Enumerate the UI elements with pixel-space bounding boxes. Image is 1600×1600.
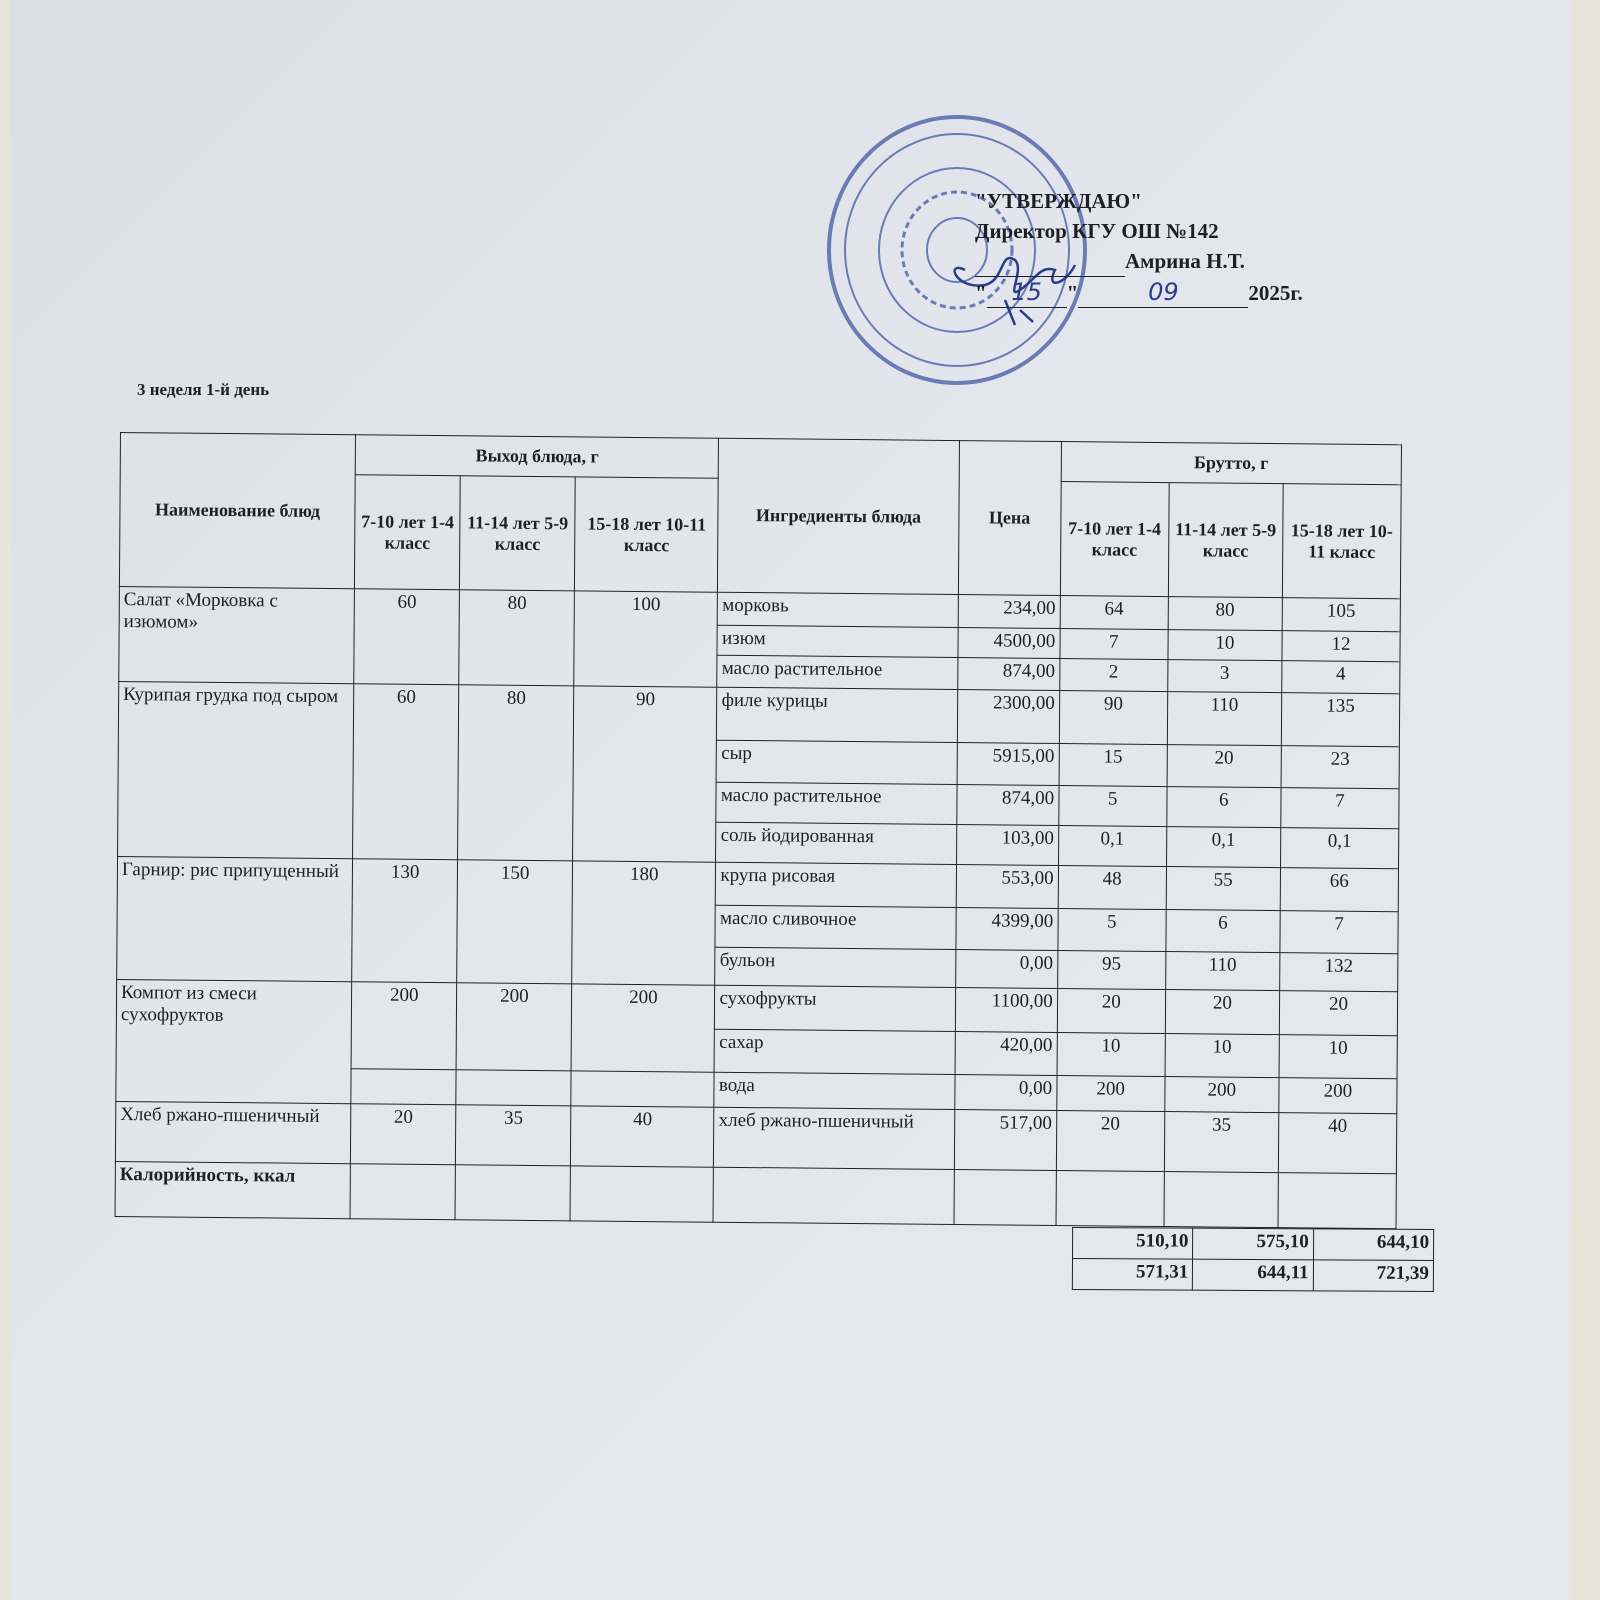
empty-cell	[1278, 1173, 1397, 1229]
total-value: 575,10	[1193, 1228, 1313, 1260]
empty-cell	[455, 1165, 570, 1221]
ingredient-brutto: 5	[1058, 786, 1166, 827]
approval-position: Директор КГУ ОШ №142	[975, 219, 1219, 243]
ingredient-price: 874,00	[956, 785, 1058, 826]
header-brutto-group: 7-10 лет 1-4 класс	[1060, 482, 1169, 597]
ingredient-brutto: 7	[1281, 788, 1399, 829]
empty-cell	[570, 1166, 714, 1222]
ingredient-brutto: 7	[1280, 911, 1398, 954]
ingredient-brutto: 6	[1166, 910, 1280, 953]
totals-row	[1073, 1228, 1434, 1261]
header-brutto-group: 11-14 лет 5-9 класс	[1168, 483, 1283, 598]
ingredient-brutto: 2	[1059, 659, 1167, 692]
ingredient-price: 0,00	[954, 1075, 1056, 1111]
totals-table	[1072, 1227, 1434, 1292]
dish-yield: 180	[572, 861, 716, 985]
ingredient-brutto: 20	[1056, 1111, 1164, 1172]
ingredient-brutto: 5	[1058, 909, 1166, 952]
ingredient-brutto: 40	[1278, 1113, 1397, 1174]
header-price: Цена	[958, 441, 1061, 596]
ingredient-price: 874,00	[957, 658, 1059, 691]
ingredient-brutto: 132	[1279, 953, 1397, 992]
ingredient-brutto: 20	[1165, 990, 1279, 1035]
dish-yield: 100	[574, 591, 718, 687]
ingredient-brutto: 0,1	[1058, 826, 1166, 867]
approval-block: "УТВЕРЖДАЮ" Директор КГУ ОШ №142 Амрина Н.Т. " 15 " 09 2025г.	[975, 186, 1303, 308]
ingredient-name: филе курицы	[717, 687, 958, 742]
ingredient-price: 1100,00	[955, 988, 1057, 1033]
dish-yield: 20	[351, 1104, 456, 1165]
ingredient-name: бульон	[715, 947, 955, 987]
ingredient-price: 2300,00	[957, 690, 1059, 744]
ingredient-brutto: 20	[1057, 989, 1165, 1034]
ingredient-brutto: 10	[1279, 1035, 1397, 1079]
ingredient-name: масло растительное	[717, 655, 957, 689]
dish-yield: 150	[457, 860, 573, 984]
approval-day: 15	[987, 277, 1067, 308]
dish-yield: 130	[352, 859, 458, 983]
header-brutto: Брутто, г	[1061, 442, 1402, 485]
approval-title: "УТВЕРЖДАЮ"	[975, 189, 1142, 213]
ingredient-brutto: 0,1	[1280, 828, 1398, 869]
total-value: 644,10	[1313, 1229, 1434, 1261]
ingredient-name: сыр	[717, 740, 957, 784]
dish-yield: 60	[354, 589, 460, 685]
ingredient-name: вода	[714, 1072, 954, 1109]
dish-yield: 60	[353, 684, 459, 860]
ingredient-brutto: 15	[1059, 744, 1167, 787]
ingredient-name: хлеб ржано-пшеничный	[714, 1107, 955, 1169]
ingredient-brutto: 10	[1168, 630, 1282, 661]
ingredient-brutto: 64	[1060, 596, 1168, 630]
empty-cell	[350, 1164, 455, 1220]
ingredient-brutto: 12	[1282, 631, 1400, 662]
approver-name: Амрина Н.Т.	[1125, 249, 1245, 273]
total-value: 644,11	[1193, 1259, 1313, 1291]
ingredient-name: сухофрукты	[715, 985, 955, 1031]
dish-yield: 35	[456, 1105, 571, 1166]
ingredient-price: 517,00	[954, 1110, 1056, 1171]
ingredient-price: 553,00	[956, 865, 1058, 909]
ingredient-price: 5915,00	[957, 743, 1059, 786]
ingredient-brutto: 3	[1167, 660, 1281, 693]
ingredient-name: изюм	[717, 625, 957, 657]
ingredient-name: сахар	[715, 1029, 955, 1074]
empty-cell	[1164, 1172, 1278, 1228]
ingredient-brutto: 0,1	[1166, 827, 1280, 868]
ingredient-brutto: 110	[1167, 692, 1281, 746]
ingredient-brutto: 95	[1057, 951, 1165, 990]
ingredient-brutto: 200	[1279, 1078, 1397, 1114]
dish-yield: 200	[456, 983, 572, 1071]
menu-table	[115, 432, 1402, 1229]
dish-yield: 40	[571, 1106, 715, 1167]
totals-row	[1072, 1259, 1433, 1292]
approval-year: 2025г.	[1248, 281, 1303, 305]
ingredient-brutto: 200	[1165, 1077, 1279, 1113]
empty-cell	[954, 1170, 1056, 1226]
calories-row	[115, 1161, 1396, 1228]
ingredient-price: 4500,00	[958, 628, 1060, 659]
header-brutto-group: 15-18 лет 10-11 класс	[1282, 484, 1401, 599]
empty-cell	[571, 1071, 714, 1107]
dish-yield: 80	[458, 685, 574, 861]
ingredient-price: 234,00	[958, 595, 1060, 629]
ingredient-brutto: 55	[1166, 867, 1280, 911]
ingredient-brutto: 48	[1058, 866, 1166, 910]
ingredient-brutto: 105	[1282, 598, 1400, 632]
ingredient-brutto: 35	[1164, 1112, 1278, 1173]
dish-yield: 200	[571, 984, 715, 1072]
header-yield-group: 11-14 лет 5-9 класс	[460, 476, 576, 591]
total-value: 571,31	[1072, 1259, 1192, 1291]
empty-cell	[1056, 1171, 1164, 1227]
ingredient-brutto: 20	[1279, 991, 1397, 1036]
ingredient-brutto: 80	[1168, 597, 1282, 631]
dish-yield: 80	[459, 590, 575, 686]
ingredient-price: 420,00	[955, 1032, 1057, 1076]
ingredient-brutto: 66	[1280, 868, 1398, 912]
header-yield-group: 7-10 лет 1-4 класс	[355, 475, 461, 590]
empty-cell	[351, 1069, 456, 1105]
dish-yield: 90	[573, 686, 717, 862]
ingredient-price: 103,00	[956, 825, 1058, 866]
ingredient-brutto: 90	[1059, 691, 1167, 745]
dish-name: Гарнир: рис припущенный	[117, 856, 353, 981]
empty-cell	[713, 1167, 954, 1224]
calories-label: Калорийность, ккал	[115, 1161, 351, 1218]
ingredient-brutto: 135	[1281, 693, 1400, 747]
ingredient-brutto: 23	[1281, 746, 1399, 789]
ingredient-brutto: 10	[1057, 1033, 1165, 1077]
dish-name: Хлеб ржано-пшеничный	[115, 1101, 351, 1163]
ingredient-brutto: 6	[1167, 787, 1281, 828]
ingredient-brutto: 20	[1167, 745, 1281, 788]
ingredient-brutto: 10	[1165, 1034, 1279, 1078]
ingredient-brutto: 200	[1056, 1076, 1164, 1112]
ingredient-price: 0,00	[955, 950, 1057, 989]
dish-name: Курипая грудка под сыром	[118, 681, 354, 858]
ingredient-brutto: 7	[1060, 629, 1168, 660]
day-title: 3 неделя 1-й день	[137, 380, 270, 399]
ingredient-name: морковь	[718, 592, 958, 627]
header-dish: Наименование блюд	[119, 433, 355, 589]
empty-cell	[456, 1070, 571, 1106]
ingredient-name: крупа рисовая	[716, 862, 956, 907]
ingredient-brutto: 110	[1165, 952, 1279, 991]
ingredient-name: масло сливочное	[715, 905, 955, 949]
total-value: 510,10	[1073, 1228, 1193, 1260]
total-value: 721,39	[1313, 1260, 1434, 1292]
ingredient-brutto: 4	[1282, 661, 1400, 694]
header-yield: Выход блюда, г	[355, 435, 719, 478]
dish-name: Компот из смеси сухофруктов	[116, 979, 352, 1103]
ingredient-name: соль йодированная	[716, 822, 956, 864]
ingredient-name: масло растительное	[716, 782, 956, 824]
ingredient-price: 4399,00	[956, 908, 1058, 951]
dish-yield: 200	[351, 982, 457, 1070]
table-row	[118, 681, 1399, 746]
approval-month: 09	[1078, 277, 1248, 308]
header-yield-group: 15-18 лет 10-11 класс	[575, 477, 719, 592]
header-ingredients: Ингредиенты блюда	[718, 438, 959, 594]
dish-name: Салат «Морковка с изюмом»	[119, 586, 355, 683]
